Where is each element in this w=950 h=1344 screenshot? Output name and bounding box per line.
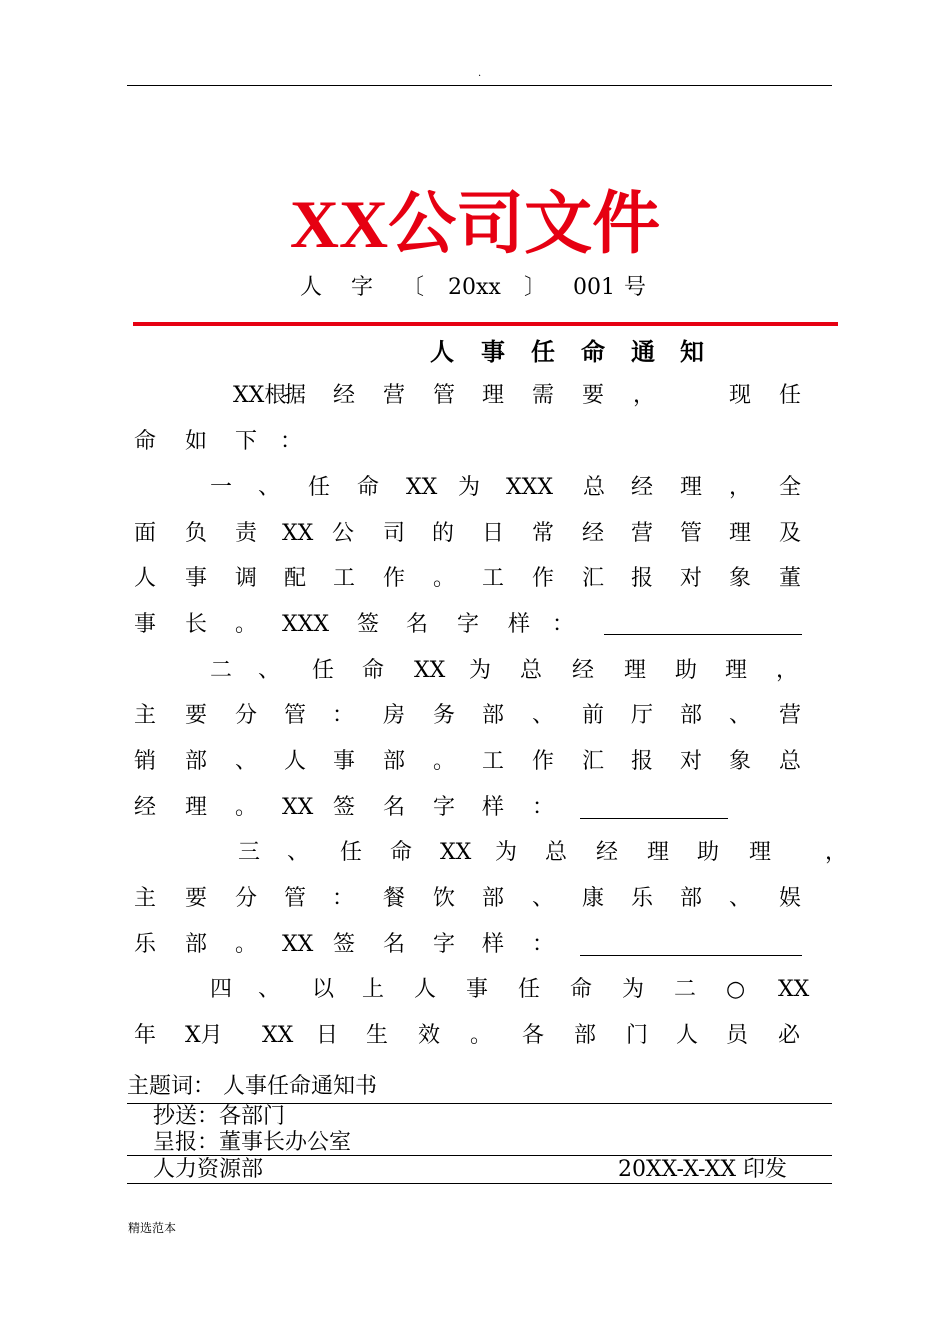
- body-line-1-token-2: 下: [235, 429, 258, 454]
- docno-token-3: 20xx: [448, 275, 501, 300]
- body-line-2: [0, 470, 950, 506]
- body-line-11-token-11: 部: [680, 886, 703, 911]
- body-line-8-token-6: 。: [433, 749, 456, 774]
- body-line-6-token-1: 、: [258, 658, 281, 683]
- body-line-5-token-1: 长: [185, 612, 208, 637]
- body-line-11-token-3: 管: [284, 886, 307, 911]
- body-line-8-token-1: 部: [185, 749, 208, 774]
- report-label: 呈报：: [153, 1130, 220, 1155]
- body-line-6-token-9: 助: [675, 658, 698, 683]
- body-line-3-token-2: 责: [235, 521, 258, 546]
- body-line-12-token-6: 字: [433, 932, 456, 957]
- body-line-2-token-7: 总: [583, 475, 606, 500]
- body-line-7-token-11: 部: [680, 703, 703, 728]
- body-line-6-token-4: XX: [414, 658, 446, 683]
- body-line-12-token-1: 部: [185, 932, 208, 957]
- docno-token-6: 号: [624, 275, 647, 300]
- heading-char-3: 命: [581, 337, 605, 366]
- body-line-0-token-7: 要: [582, 383, 605, 408]
- body-line-5-token-6: 字: [457, 612, 480, 637]
- body-line-13-token-7: 命: [570, 977, 593, 1002]
- body-line-2-token-1: 、: [258, 475, 281, 500]
- body-line-10-token-9: 助: [697, 840, 720, 865]
- body-line-10-token-4: XX: [440, 840, 472, 865]
- docno-token-5: 001: [573, 275, 615, 300]
- body-line-1: [0, 424, 950, 460]
- body-line-14-token-7: 各: [522, 1023, 545, 1048]
- body-line-11-token-0: 主: [134, 886, 157, 911]
- body-line-12-token-2: 。: [235, 932, 258, 957]
- body-line-3-token-12: 理: [729, 521, 752, 546]
- body-line-4-token-1: 事: [185, 566, 208, 591]
- body-line-2-token-10: ，: [729, 475, 752, 500]
- body-line-2-token-11: 全: [779, 475, 802, 500]
- body-line-8-token-4: 事: [333, 749, 356, 774]
- body-line-7-token-9: 前: [582, 703, 605, 728]
- body-line-5-token-3: XXX: [282, 612, 329, 637]
- body-line-0-token-1: 据: [284, 383, 307, 408]
- body-line-3-token-6: 的: [432, 521, 455, 546]
- body-line-3-token-11: 管: [680, 521, 703, 546]
- body-line-3-token-9: 经: [582, 521, 605, 546]
- body-line-13-token-6: 任: [518, 977, 541, 1002]
- body-line-2-token-4: XX: [406, 475, 438, 500]
- body-line-0-token-5: 理: [482, 383, 505, 408]
- report-line: [153, 1130, 351, 1156]
- body-line-3-token-8: 常: [532, 521, 555, 546]
- body-line-8-token-8: 作: [532, 749, 555, 774]
- report-value: 董事长办公室: [219, 1130, 352, 1155]
- cc-line: [153, 1104, 285, 1130]
- document-number: [0, 270, 950, 306]
- subject-label: 主题词：: [127, 1074, 216, 1099]
- body-line-2-token-0: 一: [210, 475, 233, 500]
- body-line-5: [0, 607, 950, 643]
- body-line-7-token-2: 分: [235, 703, 258, 728]
- body-line-0-token-3: 营: [383, 383, 406, 408]
- body-line-9-token-3: XX: [282, 795, 314, 820]
- body-line-3-token-10: 营: [631, 521, 654, 546]
- body-line-3-token-13: 及: [779, 521, 802, 546]
- report-rule: [127, 1155, 832, 1156]
- body-line-4-token-8: 作: [532, 566, 555, 591]
- body-line-6-token-8: 理: [624, 658, 647, 683]
- body-line-8-token-9: 汇: [582, 749, 605, 774]
- body-line-13-token-11: XX: [778, 977, 810, 1002]
- body-line-14-token-4: 生: [366, 1023, 389, 1048]
- body-line-4-token-3: 配: [284, 566, 307, 591]
- body-line-4-token-4: 工: [333, 566, 356, 591]
- body-line-9-token-1: 理: [185, 795, 208, 820]
- body-line-10-token-10: 理: [749, 840, 772, 865]
- body-line-9-token-4: 签: [333, 795, 356, 820]
- body-line-4-token-9: 汇: [582, 566, 605, 591]
- body-line-4: [0, 561, 950, 597]
- body-line-13-token-3: 上: [362, 977, 385, 1002]
- body-line-3-token-1: 负: [185, 521, 208, 546]
- body-line-11-token-5: 餐: [383, 886, 406, 911]
- body-line-9-token-5: 名: [383, 795, 406, 820]
- body-line-14-token-9: 门: [626, 1023, 649, 1048]
- body-line-6-token-6: 总: [520, 658, 543, 683]
- body-line-7-token-7: 部: [482, 703, 505, 728]
- cc-label: 抄送：: [153, 1104, 220, 1129]
- body-line-14-token-3: 日: [316, 1023, 339, 1048]
- body-line-11-token-8: 、: [532, 886, 555, 911]
- body-line-7-token-13: 营: [779, 703, 802, 728]
- body-line-8-token-0: 销: [134, 749, 157, 774]
- body-line-3-token-7: 日: [482, 521, 505, 546]
- body-line-10-token-1: 、: [287, 840, 310, 865]
- body-line-11-token-10: 乐: [631, 886, 654, 911]
- body-line-7-token-12: 、: [729, 703, 752, 728]
- body-line-10: [0, 835, 950, 871]
- body-line-4-token-6: 。: [433, 566, 456, 591]
- body-line-2-token-6: XXX: [506, 475, 553, 500]
- body-line-5-token-7: 样: [508, 612, 531, 637]
- body-line-14-token-2: XX: [262, 1023, 294, 1048]
- body-line-1-token-1: 如: [185, 429, 208, 454]
- body-line-4-token-7: 工: [482, 566, 505, 591]
- body-line-3-token-5: 司: [383, 521, 406, 546]
- body-line-12-token-4: 签: [333, 932, 356, 957]
- body-line-11-token-2: 分: [235, 886, 258, 911]
- body-line-11: [0, 881, 950, 917]
- body-line-2-token-5: 为: [458, 475, 481, 500]
- body-line-3-token-3: XX: [282, 521, 314, 546]
- title-xx: XX: [289, 186, 389, 262]
- body-line-10-token-7: 经: [596, 840, 619, 865]
- body-line-10-token-3: 命: [390, 840, 413, 865]
- body-line-9-token-7: 样: [482, 795, 505, 820]
- body-line-11-token-7: 部: [482, 886, 505, 911]
- body-line-9: [0, 790, 950, 826]
- body-line-13-token-1: 、: [258, 977, 281, 1002]
- body-line-4-token-5: 作: [383, 566, 406, 591]
- body-line-4-token-10: 报: [631, 566, 654, 591]
- body-line-14: [0, 1018, 950, 1054]
- body-line-0-token-2: 经: [333, 383, 356, 408]
- body-line-13-token-4: 人: [414, 977, 437, 1002]
- body-line-14-token-12: 必: [778, 1023, 801, 1048]
- docno-token-4: 〕: [524, 275, 547, 300]
- body-line-12-token-0: 乐: [134, 932, 157, 957]
- body-line-14-token-0: 年: [134, 1023, 157, 1048]
- header-rule: [127, 85, 832, 86]
- body-line-8: [0, 744, 950, 780]
- body-line-8-token-2: 、: [235, 749, 258, 774]
- body-line-13: [0, 972, 950, 1008]
- body-line-8-token-12: 象: [729, 749, 752, 774]
- body-line-6-token-10: 理: [725, 658, 748, 683]
- signature-line-assistant-2: [580, 955, 802, 956]
- body-line-2-token-8: 经: [631, 475, 654, 500]
- body-line-14-token-6: 。: [470, 1023, 493, 1048]
- body-line-4-token-12: 象: [729, 566, 752, 591]
- body-line-12-token-8: ：: [532, 932, 555, 957]
- docno-token-0: 人: [300, 275, 323, 300]
- heading-char-2: 任: [531, 337, 555, 366]
- red-divider: [133, 322, 838, 326]
- body-line-1-token-0: 命: [134, 429, 157, 454]
- body-line-8-token-11: 对: [680, 749, 703, 774]
- body-line-7: [0, 698, 950, 734]
- body-line-4-token-0: 人: [134, 566, 157, 591]
- footer-text: 精选范本: [128, 1221, 177, 1235]
- body-line-7-token-5: 房: [383, 703, 406, 728]
- body-line-7-token-10: 厅: [631, 703, 654, 728]
- body-line-11-token-1: 要: [185, 886, 208, 911]
- body-line-8-token-3: 人: [284, 749, 307, 774]
- body-line-8-token-10: 报: [631, 749, 654, 774]
- body-line-8-token-5: 部: [383, 749, 406, 774]
- subject-keywords: [127, 1072, 377, 1102]
- body-line-11-token-9: 康: [582, 886, 605, 911]
- body-line-4-token-11: 对: [680, 566, 703, 591]
- body-line-9-token-2: 。: [235, 795, 258, 820]
- body-line-13-token-0: 四: [210, 977, 233, 1002]
- heading-char-1: 事: [481, 337, 505, 366]
- title-rest: 公司文件: [388, 185, 661, 264]
- body-line-3-token-4: 公: [332, 521, 355, 546]
- document-title: [0, 182, 950, 267]
- body-line-11-token-6: 饮: [433, 886, 456, 911]
- body-line-0-token-9: 现: [729, 383, 752, 408]
- body-line-12-token-3: XX: [282, 932, 314, 957]
- heading-char-0: 人: [430, 337, 454, 366]
- body-line-13-token-8: 为: [622, 977, 645, 1002]
- body-line-0-token-10: 任: [779, 383, 802, 408]
- docno-token-2: 〔: [402, 275, 425, 300]
- body-line-6-token-7: 经: [572, 658, 595, 683]
- cc-value: 各部门: [219, 1104, 286, 1129]
- issue-date: 20XX-X-XX 印发: [618, 1157, 788, 1182]
- body-line-7-token-4: ：: [332, 703, 355, 728]
- heading-char-5: 知: [680, 337, 704, 366]
- body-line-13-token-10: ○: [726, 977, 746, 1002]
- body-line-10-token-0: 三: [238, 840, 261, 865]
- body-line-0: [0, 378, 950, 414]
- body-line-5-token-0: 事: [134, 612, 157, 637]
- body-line-6-token-5: 为: [469, 658, 492, 683]
- body-line-7-token-3: 管: [284, 703, 307, 728]
- body-line-14-token-1: X月: [185, 1023, 223, 1048]
- header-mark: .: [478, 68, 482, 79]
- body-line-9-token-8: ：: [532, 795, 555, 820]
- body-line-11-token-13: 娱: [779, 886, 802, 911]
- body-line-13-token-2: 以: [312, 977, 335, 1002]
- body-line-14-token-11: 员: [726, 1023, 749, 1048]
- body-line-2-token-2: 任: [308, 475, 331, 500]
- body-line-5-token-5: 名: [406, 612, 429, 637]
- body-line-4-token-13: 董: [779, 566, 802, 591]
- signature-line-general-manager: [604, 634, 802, 635]
- body-line-4-token-2: 调: [235, 566, 258, 591]
- body-line-8-token-13: 总: [779, 749, 802, 774]
- body-line-8-token-7: 工: [482, 749, 505, 774]
- issuer-dept: 人力资源部: [153, 1157, 264, 1182]
- subject-value: 人事任命通知书: [223, 1074, 378, 1099]
- docno-token-1: 字: [351, 275, 374, 300]
- body-line-0-token-6: 需: [532, 383, 555, 408]
- body-line-5-token-8: ：: [552, 612, 575, 637]
- body-line-11-token-12: 、: [729, 886, 752, 911]
- heading-char-4: 通: [631, 337, 655, 366]
- body-line-0-token-0: XX根: [233, 383, 287, 408]
- body-line-0-token-4: 管: [433, 383, 456, 408]
- body-line-14-token-5: 效: [418, 1023, 441, 1048]
- body-line-10-token-11: ，: [825, 840, 848, 865]
- body-line-14-token-8: 部: [574, 1023, 597, 1048]
- body-line-13-token-9: 二: [674, 977, 697, 1002]
- body-line-14-token-10: 人: [676, 1023, 699, 1048]
- body-line-2-token-9: 理: [680, 475, 703, 500]
- body-line-9-token-0: 经: [134, 795, 157, 820]
- body-line-6: [0, 653, 950, 689]
- body-line-3-token-0: 面: [134, 521, 157, 546]
- body-line-1-token-3: ：: [280, 429, 303, 454]
- body-line-10-token-2: 任: [340, 840, 363, 865]
- body-line-10-token-5: 为: [495, 840, 518, 865]
- body-line-12: [0, 927, 950, 963]
- notice-heading: [0, 334, 950, 370]
- body-line-12-token-7: 样: [482, 932, 505, 957]
- body-line-10-token-6: 总: [545, 840, 568, 865]
- body-line-7-token-0: 主: [134, 703, 157, 728]
- body-line-5-token-4: 签: [357, 612, 380, 637]
- body-line-9-token-6: 字: [433, 795, 456, 820]
- body-line-7-token-8: 、: [532, 703, 555, 728]
- body-line-2-token-3: 命: [357, 475, 380, 500]
- body-line-6-token-3: 命: [362, 658, 385, 683]
- body-line-11-token-4: ：: [332, 886, 355, 911]
- signature-line-assistant-1: [580, 818, 728, 819]
- body-line-5-token-2: 。: [235, 612, 258, 637]
- body-line-7-token-1: 要: [185, 703, 208, 728]
- body-line-12-token-5: 名: [383, 932, 406, 957]
- body-line-0-token-8: ，: [633, 383, 656, 408]
- body-line-10-token-8: 理: [647, 840, 670, 865]
- body-line-7-token-6: 务: [433, 703, 456, 728]
- body-line-3: [0, 516, 950, 552]
- body-line-13-token-5: 事: [466, 977, 489, 1002]
- body-line-6-token-11: ，: [776, 658, 799, 683]
- issuer-rule: [127, 1183, 832, 1184]
- body-line-6-token-0: 二: [210, 658, 233, 683]
- body-line-6-token-2: 任: [312, 658, 335, 683]
